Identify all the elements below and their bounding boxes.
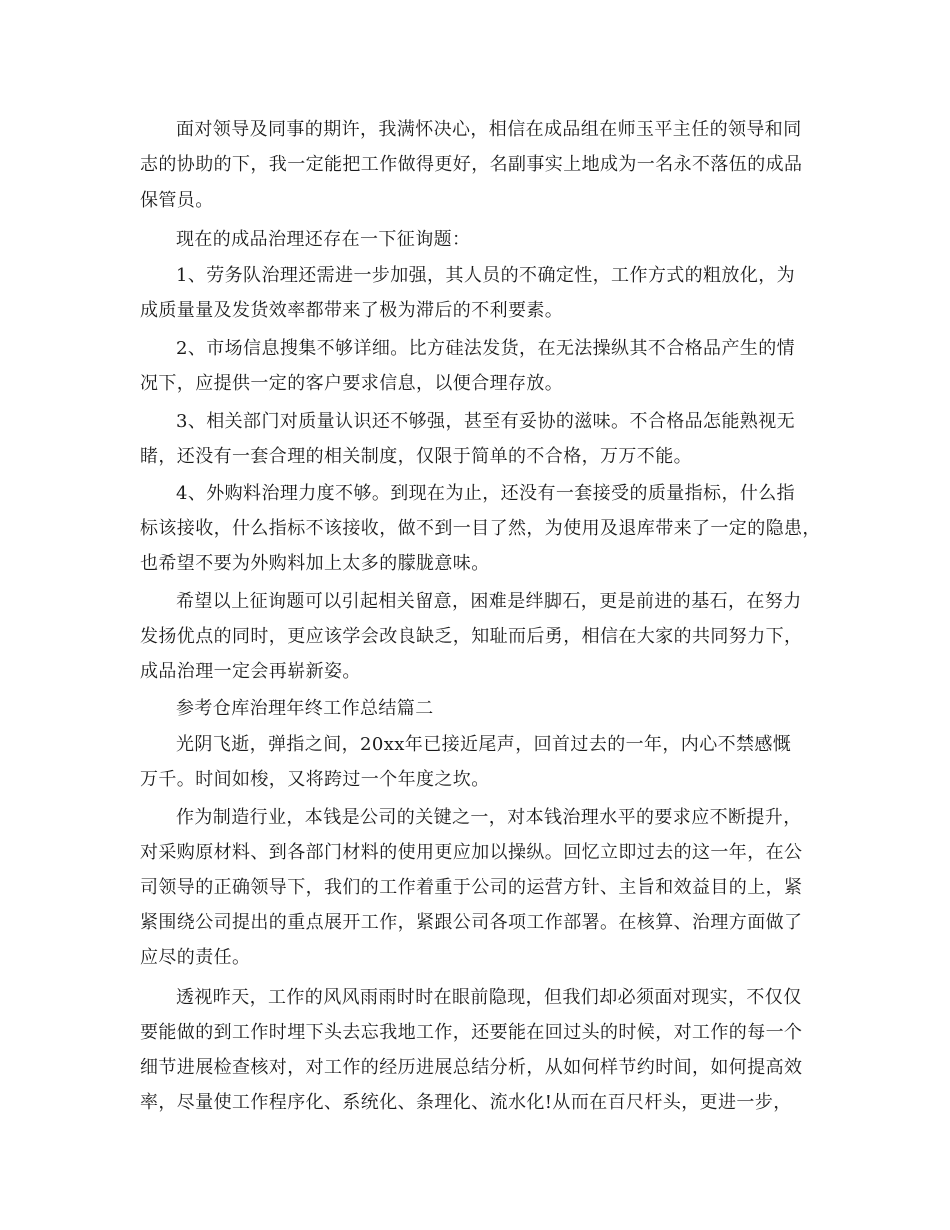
paragraph-line: 光阴飞逝，弹指之间，20xx年已接近尾声，回首过去的一年，内心不禁感慨: [176, 734, 792, 755]
paragraph-line: 对采购原材料、到各部门材料的使用更应加以操纵。回忆立即过去的这一年，在公: [140, 842, 803, 863]
paragraph-line: 透视昨天，工作的风风雨雨时时在眼前隐现，但我们却必须面对现实，不仅仅: [176, 987, 802, 1008]
paragraph-line: 司领导的正确领导下，我们的工作着重于公司的运营方针、主旨和效益目的上，紧: [140, 877, 803, 898]
paragraph-line: 标该接收，什么指标不该接收，做不到一目了然，为使用及退库带来了一定的隐患，: [140, 518, 821, 539]
paragraph-line: 志的协助的下，我一定能把工作做得更好，名副事实上地成为一名永不落伍的成品: [140, 154, 803, 175]
paragraph-line: 要能做的到工作时埋下头去忘我地工作，还要能在回过头的时候，对工作的每一个: [140, 1022, 803, 1043]
paragraph-line: 2、市场信息搜集不够详细。比方硅法发货，在无法操纵其不合格品产生的情: [176, 338, 796, 359]
paragraph-line: 希望以上征询题可以引起相关留意，困难是绊脚石，更是前进的基石，在努力: [176, 591, 802, 612]
paragraph-line: 作为制造行业，本钱是公司的关键之一，对本钱治理水平的要求应不断提升，: [176, 807, 802, 828]
paragraph-line: 应尽的责任。: [140, 947, 251, 968]
paragraph-line: 紧围绕公司提出的重点展开工作，紧跟公司各项工作部署。在核算、治理方面做了: [140, 912, 803, 933]
paragraph-line: 睹，还没有一套合理的相关制度，仅限于简单的不合格，万万不能。: [140, 446, 692, 467]
paragraph-line: 保管员。: [140, 190, 214, 211]
paragraph-line: 况下，应提供一定的客户要求信息，以便合理存放。: [140, 373, 564, 394]
paragraph-line: 发扬优点的同时，更应该学会改良缺乏，知耻而后勇，相信在大家的共同努力下，: [140, 626, 803, 647]
paragraph-line: 成质量量及发货效率都带来了极为滞后的不利要素。: [140, 300, 564, 321]
paragraph-line: 率，尽量使工作程序化、系统化、条理化、流水化!从而在百尺杆头，更进一步，: [140, 1092, 792, 1113]
paragraph-line: 万千。时间如梭，又将跨过一个年度之坎。: [140, 769, 490, 790]
paragraph-line: 面对领导及同事的期许，我满怀决心，相信在成品组在师玉平主任的领导和同: [176, 119, 802, 140]
paragraph-line: 细节进展检查核对，对工作的经历进展总结分析，从如何样节约时间，如何提高效: [140, 1057, 803, 1078]
paragraph-line: 现在的成品治理还存在一下征询题：: [176, 229, 471, 250]
paragraph-line: 1、劳务队治理还需进一步加强，其人员的不确定性，工作方式的粗放化，为: [176, 265, 796, 286]
paragraph-line: 也希望不要为外购料加上太多的朦胧意味。: [140, 553, 490, 574]
paragraph-line: 3、相关部门对质量认识还不够强，甚至有妥协的滋味。不合格品怎能熟视无: [176, 411, 796, 432]
paragraph-line: 成品治理一定会再崭新姿。: [140, 661, 361, 682]
section-heading: 参考仓库治理年终工作总结篇二: [176, 698, 434, 719]
paragraph-line: 4、外购料治理力度不够。到现在为止，还没有一套接受的质量指标，什么指: [176, 483, 796, 504]
